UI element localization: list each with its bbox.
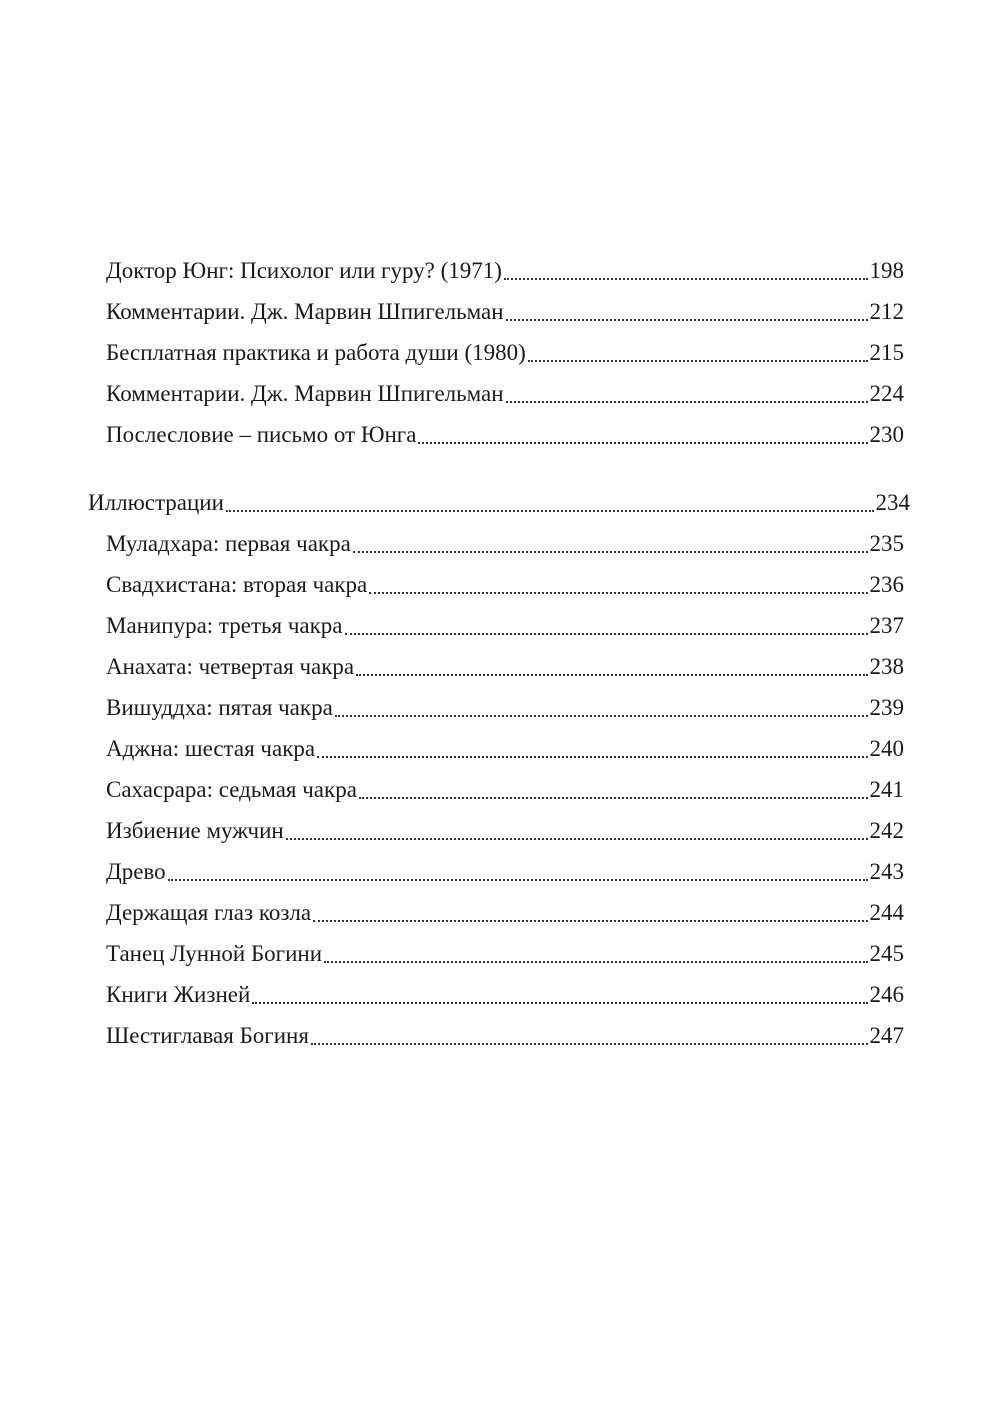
toc-section-title: Иллюстрации [88,490,224,515]
toc-entry[interactable] [106,693,904,723]
toc-entry[interactable] [106,898,904,928]
toc-entry-title: Комментарии. Дж. Марвин Шпигельман [106,381,504,406]
toc-entry[interactable] [106,857,904,887]
dot-leader [418,442,867,444]
toc-entry-page: 242 [869,818,904,843]
dot-leader [356,674,867,676]
toc-entry-title: Древо [106,859,166,884]
toc-entry-page: 224 [869,381,904,406]
toc-entry-page: 240 [869,736,904,761]
toc-entry-page: 230 [869,422,904,447]
toc-entry-title: Вишуддха: пятая чакра [106,695,333,720]
toc-entry-title: Манипура: третья чакра [106,613,343,638]
dot-leader [353,551,868,553]
toc-entry-title: Танец Лунной Богини [106,941,323,966]
toc-entry-page: 245 [869,941,904,966]
toc-entry-page: 239 [869,695,904,720]
dot-leader [359,797,868,799]
dot-leader [506,319,868,321]
toc-entry-page: 244 [869,900,904,925]
toc-entry-title: Послесловие – письмо от Юнга [106,422,417,447]
toc-entry-title: Доктор Юнг: Психолог или гуру? (1971) [106,258,502,283]
dot-leader [226,510,874,512]
toc-entry-title: Шестиглавая Богиня [106,1023,309,1048]
toc-entry-title: Бесплатная практика и работа души (1980) [106,340,526,365]
toc-entry-title: Муладхара: первая чакра [106,531,351,556]
toc-entry[interactable] [106,338,904,368]
dot-leader [286,838,868,840]
toc-entry[interactable] [106,379,904,409]
toc-entry-page: 246 [869,982,904,1007]
toc-entry-title: Аджна: шестая чакра [106,736,316,761]
toc-entry[interactable] [106,734,904,764]
toc-entry-page: 247 [869,1023,904,1048]
toc-entry-page: 241 [869,777,904,802]
toc-entry-page: 198 [869,258,904,283]
toc-section-page: 234 [875,490,910,515]
toc-entry-page: 235 [869,531,904,556]
toc-entry-title: Анахата: четвертая чакра [106,654,355,679]
dot-leader [369,592,867,594]
toc-entry-title: Комментарии. Дж. Марвин Шпигельман [106,299,504,324]
toc-entry-title: Свадхистана: вторая чакра [106,572,368,597]
toc-entry[interactable] [106,570,904,600]
toc-entry-title: Избиение мужчин [106,818,284,843]
toc-entry[interactable] [106,256,904,286]
toc-entry-title: Сахасрара: седьмая чакра [106,777,357,802]
toc-entry-title: Держащая глаз козла [106,900,312,925]
dot-leader [313,920,867,922]
dot-leader [335,715,868,717]
toc-entry[interactable] [106,775,904,805]
toc-entry[interactable] [106,816,904,846]
toc-entry[interactable] [106,980,904,1010]
toc-entry-page: 236 [869,572,904,597]
dot-leader [324,961,867,963]
toc-section-illustrations[interactable] [88,488,910,518]
toc-entry-page: 238 [869,654,904,679]
toc-entry[interactable] [106,652,904,682]
dot-leader [528,360,868,362]
dot-leader [168,879,868,881]
toc-entry-page: 212 [869,299,904,324]
dot-leader [311,1043,868,1045]
toc-entry[interactable] [106,529,904,559]
dot-leader [252,1002,867,1004]
toc-entry[interactable] [106,611,904,641]
toc-entry[interactable] [106,1021,904,1051]
toc-entry-page: 237 [869,613,904,638]
dot-leader [317,756,867,758]
toc-entry-page: 243 [869,859,904,884]
toc-entry-page: 215 [869,340,904,365]
toc-entry[interactable] [106,297,904,327]
toc-entry[interactable] [106,420,904,450]
dot-leader [506,401,868,403]
toc-entry[interactable] [106,939,904,969]
dot-leader [345,633,868,635]
toc-entry-title: Книги Жизней [106,982,251,1007]
dot-leader [504,278,868,280]
